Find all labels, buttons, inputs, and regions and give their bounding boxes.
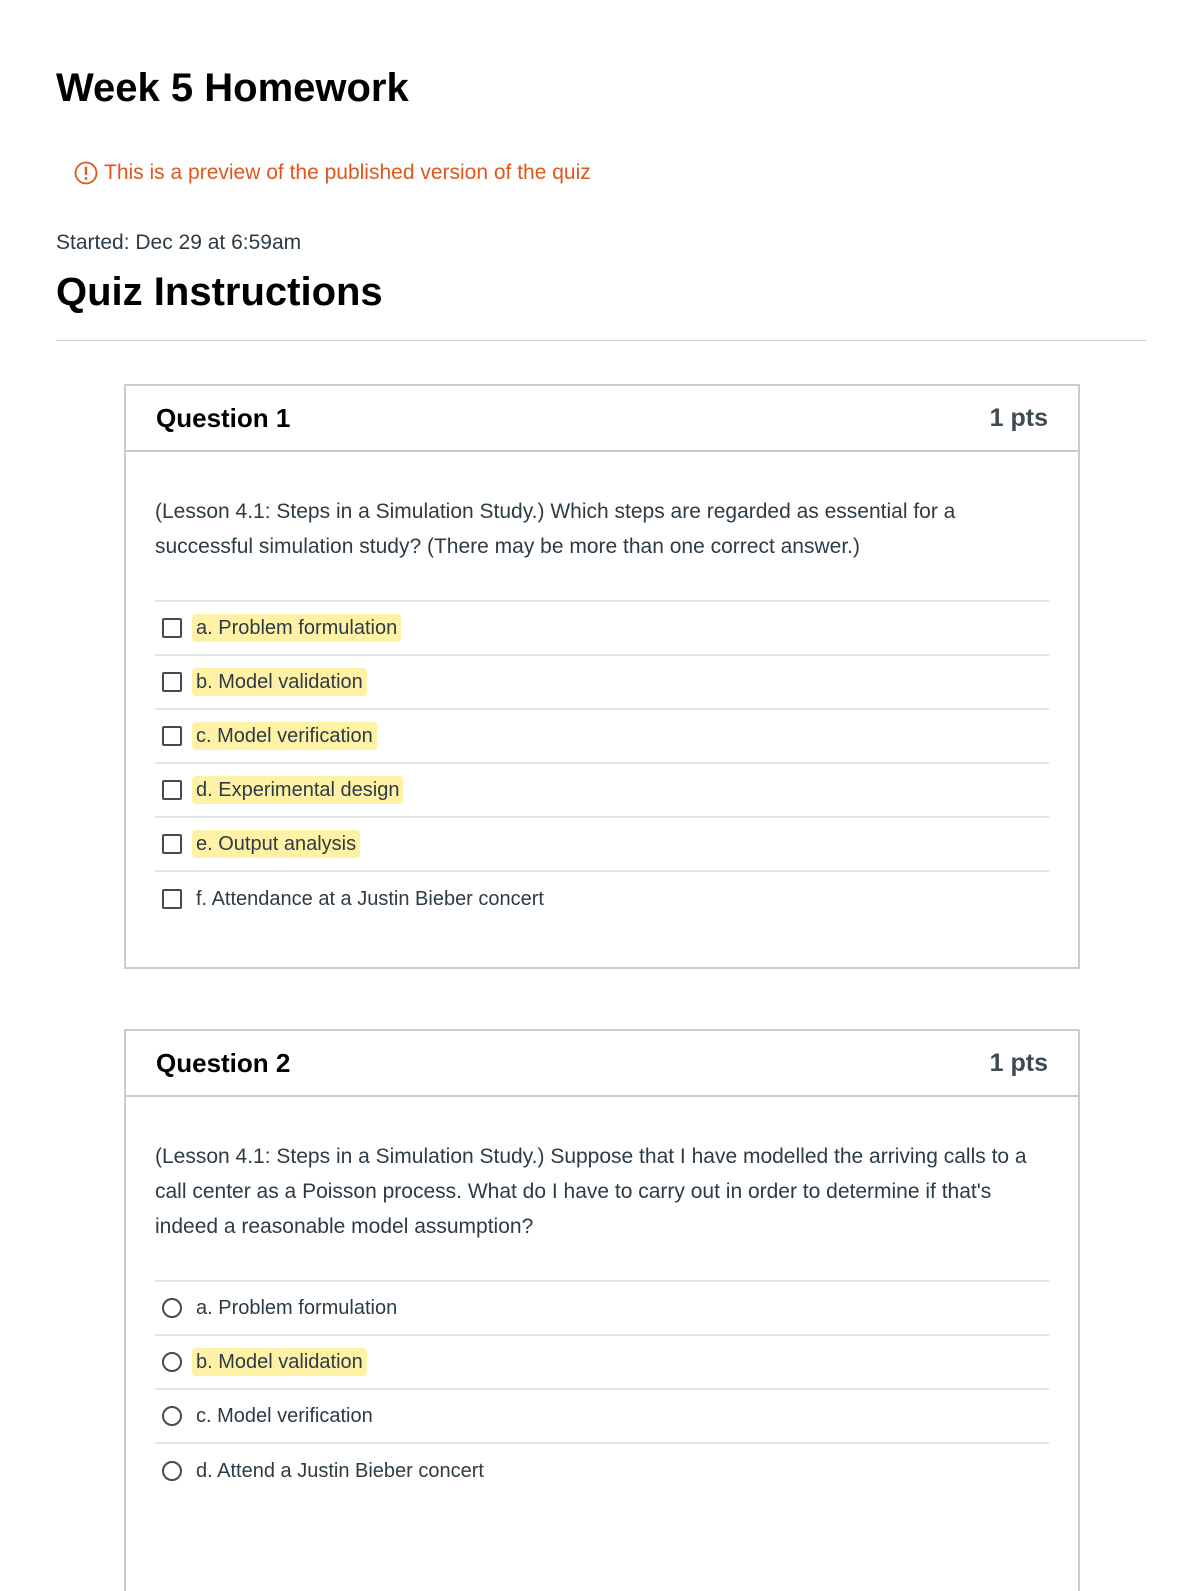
answer-label[interactable]: e. Output analysis: [192, 830, 360, 858]
answer-option[interactable]: [155, 656, 1049, 710]
answer-option[interactable]: [155, 872, 1049, 926]
warning-icon: [74, 161, 98, 185]
answer-label[interactable]: d. Attend a Justin Bieber concert: [196, 1460, 484, 1482]
started-timestamp: Started: Dec 29 at 6:59am: [56, 231, 302, 254]
answer-label[interactable]: b. Model validation: [192, 1348, 367, 1376]
question-body: [126, 1097, 1078, 1498]
radio-button[interactable]: [162, 1352, 182, 1372]
answer-list: [155, 1280, 1049, 1498]
preview-notice-text: This is a preview of the published version of the quiz: [104, 161, 591, 184]
answer-label[interactable]: f. Attendance at a Justin Bieber concert: [196, 888, 544, 910]
radio-button[interactable]: [162, 1298, 182, 1318]
question-title: Question 1: [156, 402, 291, 433]
quiz-instructions-heading: Quiz Instructions: [56, 270, 383, 314]
question-points: 1 pts: [989, 403, 1048, 432]
question-2-card: [124, 1029, 1080, 1591]
answer-option[interactable]: [155, 818, 1049, 872]
checkbox[interactable]: [162, 780, 182, 800]
answer-option[interactable]: [155, 1282, 1049, 1336]
answer-option[interactable]: [155, 602, 1049, 656]
answer-option[interactable]: [155, 710, 1049, 764]
divider: [56, 340, 1146, 341]
question-1-card: [124, 384, 1080, 969]
answer-list: [155, 600, 1049, 926]
question-text: (Lesson 4.1: Steps in a Simulation Study.) Suppose that I have modelled the arriving calls to a call center as a Poisson process. What do I have to carry out in order to determine if that's indeed a reasonable model assumption?: [155, 1145, 1027, 1238]
answer-label[interactable]: a. Problem formulation: [196, 1297, 398, 1319]
radio-button[interactable]: [162, 1406, 182, 1426]
radio-button[interactable]: [162, 1461, 182, 1481]
answer-label[interactable]: b. Model validation: [192, 668, 367, 696]
checkbox[interactable]: [162, 726, 182, 746]
question-header: [126, 386, 1078, 452]
answer-option[interactable]: [155, 764, 1049, 818]
question-title: Question 2: [156, 1047, 291, 1078]
answer-option[interactable]: [155, 1336, 1049, 1390]
question-text: (Lesson 4.1: Steps in a Simulation Study.) Which steps are regarded as essential for a successful simulation study? (There may be more than one correct answer.): [155, 500, 956, 558]
checkbox[interactable]: [162, 889, 182, 909]
checkbox[interactable]: [162, 672, 182, 692]
answer-label[interactable]: a. Problem formulation: [192, 614, 401, 642]
preview-notice: [74, 159, 591, 187]
checkbox[interactable]: [162, 834, 182, 854]
page-title: Week 5 Homework: [56, 66, 409, 110]
question-body: [126, 452, 1078, 926]
answer-label[interactable]: d. Experimental design: [192, 776, 403, 804]
question-points: 1 pts: [989, 1048, 1048, 1077]
answer-label[interactable]: c. Model verification: [196, 1405, 373, 1427]
answer-option[interactable]: [155, 1444, 1049, 1498]
answer-label[interactable]: c. Model verification: [192, 722, 377, 750]
question-header: [126, 1031, 1078, 1097]
answer-option[interactable]: [155, 1390, 1049, 1444]
checkbox[interactable]: [162, 618, 182, 638]
